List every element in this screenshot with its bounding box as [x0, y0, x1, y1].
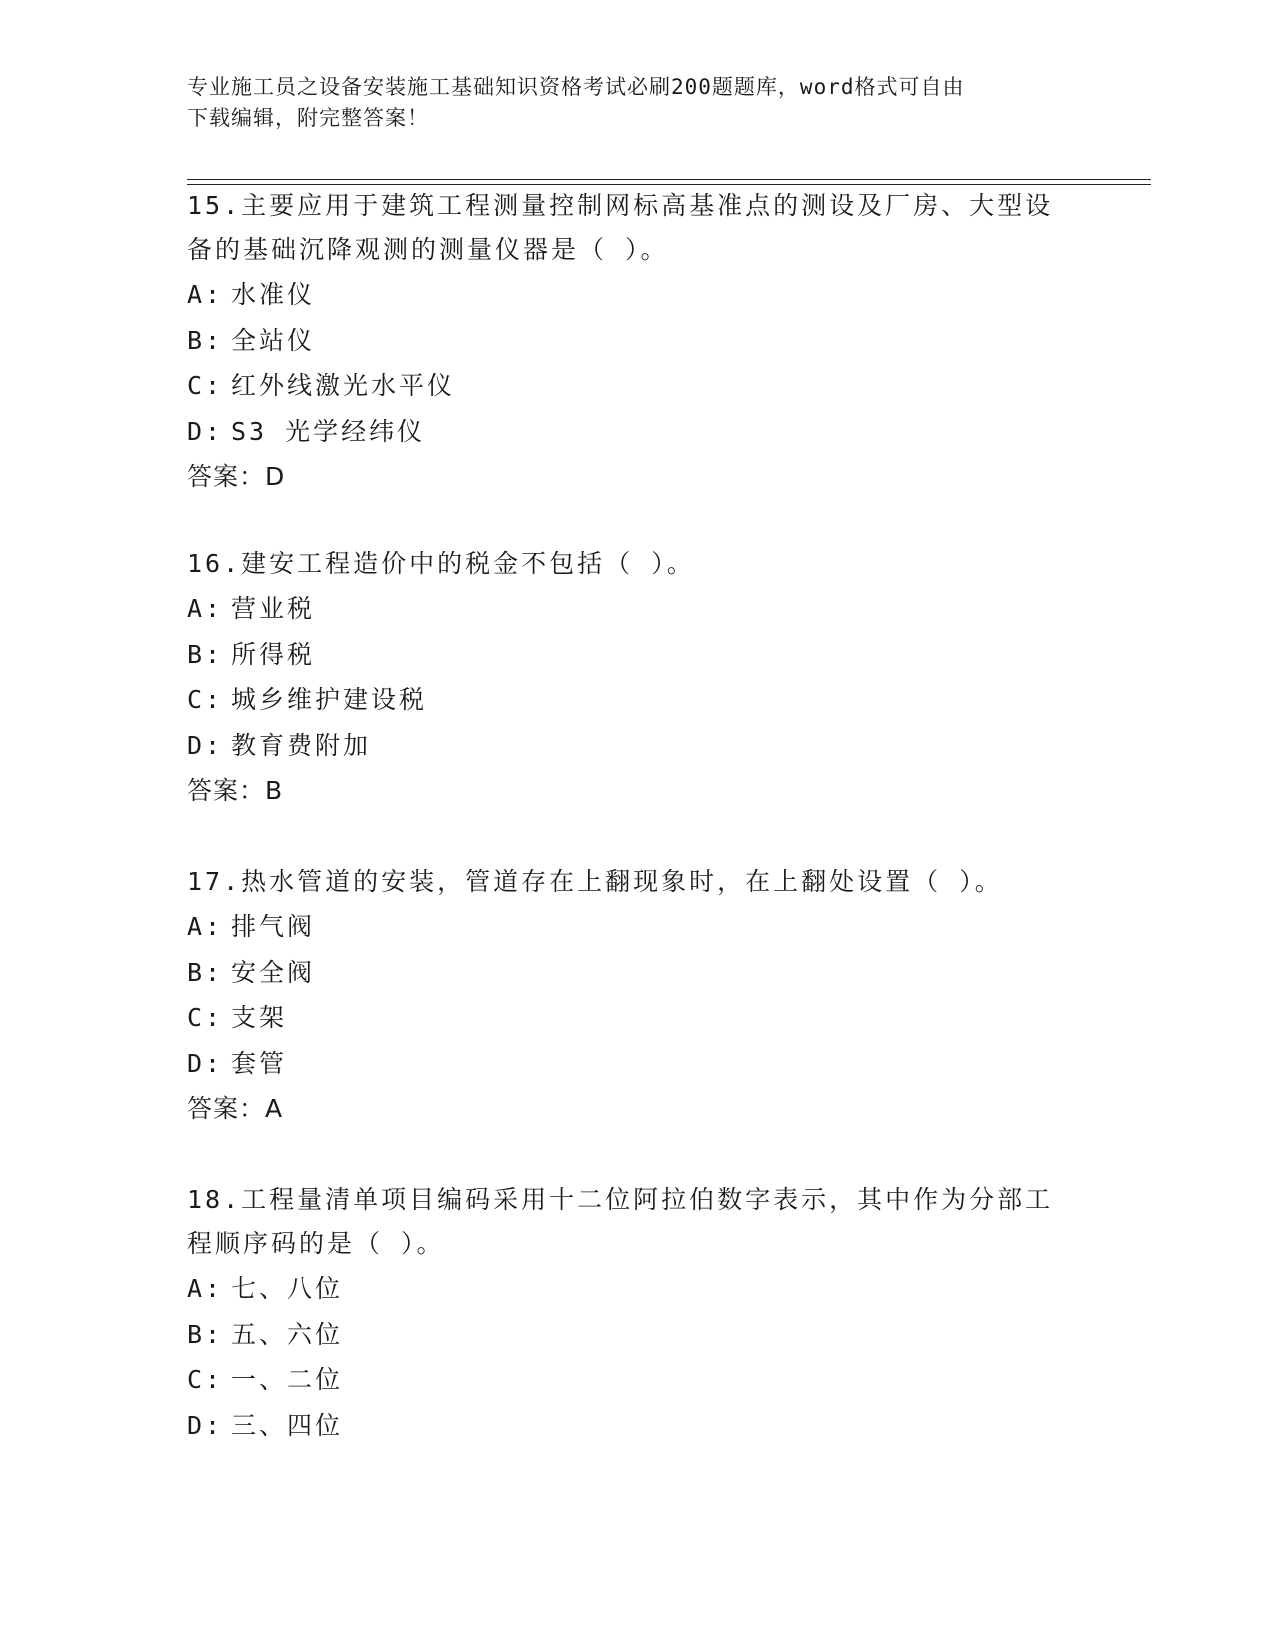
- option-text: 营业税: [231, 594, 316, 623]
- option-key: D:: [187, 416, 224, 446]
- option-text: 三、四位: [231, 1410, 344, 1440]
- answer: 答案：A: [187, 1094, 284, 1123]
- answer: 答案：D: [187, 462, 286, 491]
- header-line-2: 下载编辑，附完整答案！: [187, 106, 429, 130]
- option-text: 所得税: [231, 639, 316, 669]
- option-d: [187, 723, 1087, 769]
- question-stem: 17.热水管道的安装，管道存在上翻现象时，在上翻处设置（ ）。: [187, 867, 1003, 896]
- option-key: D:: [187, 730, 224, 760]
- option-a: [187, 586, 1087, 632]
- option-text: 全站仪: [231, 325, 316, 355]
- question-16: [187, 542, 1087, 814]
- option-text: 红外线激光水平仪: [231, 371, 456, 400]
- option-text: 城乡维护建设税: [231, 685, 428, 714]
- option-key: B:: [187, 957, 224, 987]
- option-a: [187, 1266, 1087, 1312]
- option-key: D:: [187, 1410, 224, 1440]
- option-text: 支架: [231, 1003, 288, 1032]
- option-a: [187, 904, 1087, 950]
- option-key: A:: [187, 280, 224, 309]
- option-key: D:: [187, 1048, 224, 1078]
- option-key: C:: [187, 1003, 224, 1032]
- option-b: [187, 632, 1087, 678]
- question-stem: 15.主要应用于建筑工程测量控制网标高基准点的测设及厂房、大型设: [187, 191, 1054, 220]
- option-text: 水准仪: [231, 280, 316, 309]
- option-d: [187, 1041, 1087, 1087]
- option-c: [187, 995, 1087, 1041]
- option-text: 五、六位: [231, 1319, 344, 1349]
- option-text: 七、八位: [231, 1274, 344, 1303]
- option-text: 教育费附加: [231, 730, 372, 760]
- document-header: [187, 72, 1067, 134]
- question-17: [187, 860, 1087, 1132]
- header-line-1: 专业施工员之设备安装施工基础知识资格考试必刷200题题库，word格式可自由: [187, 75, 965, 99]
- question-stem: 18.工程量清单项目编码采用十二位阿拉伯数字表示，其中作为分部工: [187, 1185, 1054, 1214]
- question-15: [187, 184, 1087, 500]
- option-c: [187, 1357, 1087, 1403]
- option-key: B:: [187, 639, 224, 669]
- option-text: 排气阀: [231, 912, 316, 941]
- option-text: 一、二位: [231, 1365, 344, 1394]
- option-key: C:: [187, 685, 224, 714]
- option-b: [187, 950, 1087, 996]
- option-text: 套管: [231, 1048, 288, 1078]
- option-key: C:: [187, 371, 224, 400]
- option-text: S3 光学经纬仪: [231, 416, 426, 446]
- option-key: A:: [187, 1274, 224, 1303]
- option-key: A:: [187, 912, 224, 941]
- header-divider-top: [187, 179, 1151, 180]
- question-stem-continued: 备的基础沉降观测的测量仪器是（ ）。: [187, 235, 669, 264]
- question-18: [187, 1178, 1087, 1448]
- option-a: [187, 272, 1087, 318]
- option-text: 安全阀: [231, 957, 316, 987]
- option-c: [187, 677, 1087, 723]
- option-key: A:: [187, 594, 224, 623]
- option-c: [187, 363, 1087, 409]
- option-key: B:: [187, 325, 224, 355]
- answer: 答案：B: [187, 776, 284, 805]
- option-b: [187, 318, 1087, 364]
- question-stem: 16.建安工程造价中的税金不包括（ ）。: [187, 549, 695, 578]
- option-d: [187, 1403, 1087, 1449]
- option-key: C:: [187, 1365, 224, 1394]
- question-stem-continued: 程顺序码的是（ ）。: [187, 1229, 445, 1258]
- option-b: [187, 1312, 1087, 1358]
- option-d: [187, 409, 1087, 455]
- option-key: B:: [187, 1319, 224, 1349]
